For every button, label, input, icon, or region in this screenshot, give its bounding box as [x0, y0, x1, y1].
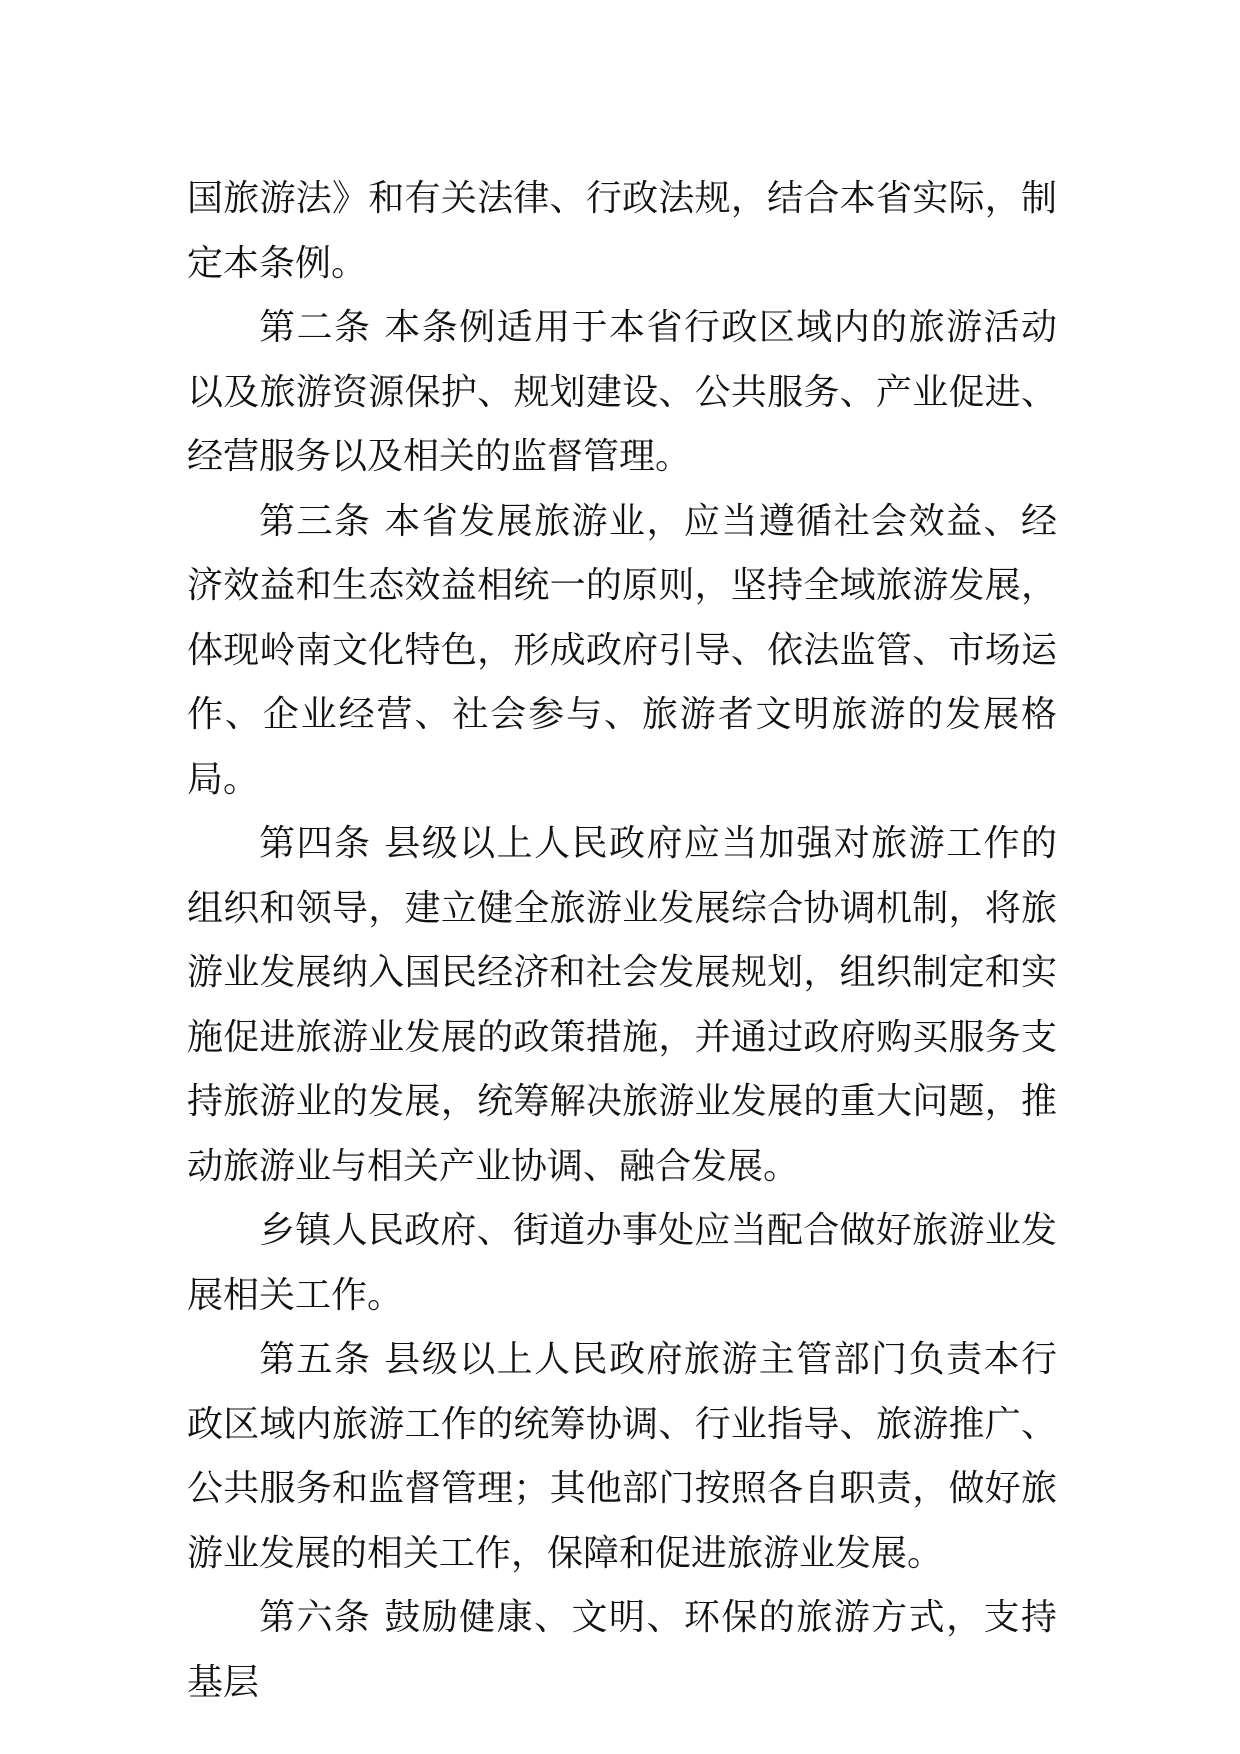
paragraph-article-2: 第二条 本条例适用于本省行政区域内的旅游活动以及旅游资源保护、规划建设、公共服务、产业促进、经营服务以及相关的监督管理。 — [187, 307, 1057, 477]
paragraph-preamble-continuation: 国旅游法》和有关法律、行政法规，结合本省实际，制定本条例。 — [187, 178, 1057, 284]
paragraph-article-5: 第五条 县级以上人民政府旅游主管部门负责本行政区域内旅游工作的统筹协调、行业指导、旅游推广、公共服务和监督管理；其他部门按照各自职责，做好旅游业发展的相关工作，保障和促进旅游业发展。 — [187, 1339, 1057, 1574]
paragraph-article-3: 第三条 本省发展旅游业，应当遵循社会效益、经济效益和生态效益相统一的原则，坚持全域旅游发展，体现岭南文化特色，形成政府引导、依法监管、市场运作、企业经营、社会参与、旅游者文明旅游的发展格局。 — [187, 500, 1057, 800]
paragraph-article-4-clause-2: 乡镇人民政府、街道办事处应当配合做好旅游业发展相关工作。 — [187, 1210, 1057, 1316]
paragraph-article-4: 第四条 县级以上人民政府应当加强对旅游工作的组织和领导，建立健全旅游业发展综合协调机制，将旅游业发展纳入国民经济和社会发展规划，组织制定和实施促进旅游业发展的政策措施，并通过政府购买服务支持旅游业的发展，统筹解决旅游业发展的重大问题，推动旅游业与相关产业协调、融合发展。 — [187, 823, 1057, 1187]
document-body — [187, 167, 1057, 1715]
paragraph-article-6: 第六条 鼓励健康、文明、环保的旅游方式，支持基层 — [187, 1597, 1057, 1703]
